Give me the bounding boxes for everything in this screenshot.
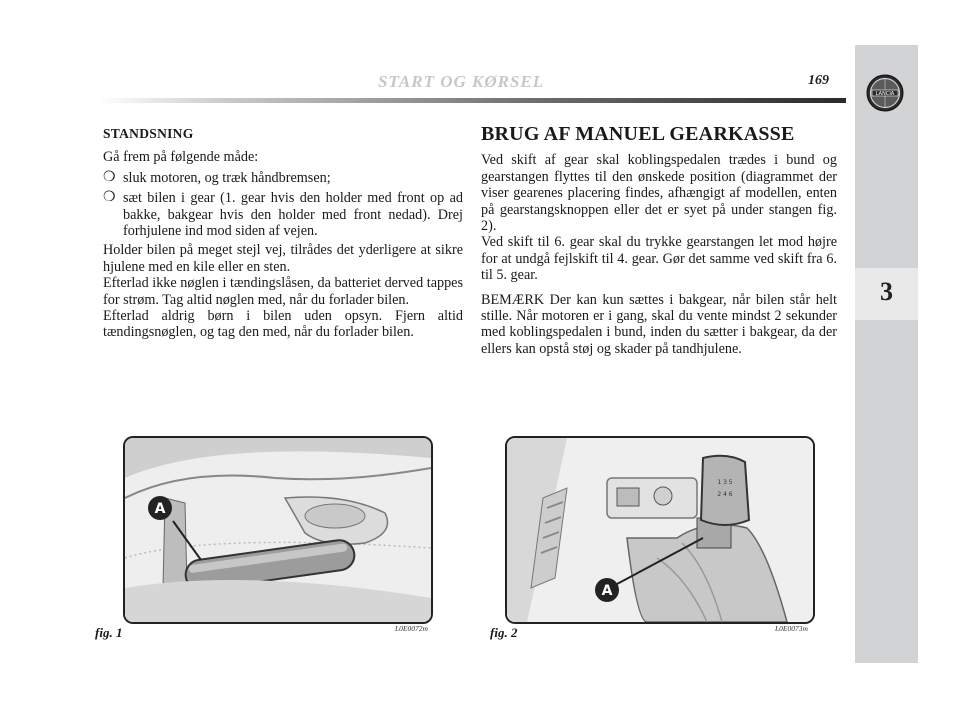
intro-text: Gå frem på følgende måde:	[103, 149, 259, 166]
bullet-text: sæt bilen i gear (1. gear hvis den holder med front op ad bakke, bakgear hvis den holder med front nedad). Drej forhjulene ind mod siden af vejen.	[123, 190, 463, 240]
list-item	[103, 170, 463, 186]
bullet-icon: ❍	[103, 190, 116, 206]
gearbox-heading: BRUG AF MANUEL GEARKASSE	[481, 123, 795, 145]
section-title: START OG KØRSEL	[378, 72, 545, 91]
right-column	[481, 123, 837, 357]
bullet-icon: ❍	[103, 169, 116, 185]
figure-handbrake	[123, 436, 433, 624]
chapter-sidebar	[855, 45, 918, 663]
svg-text:1 3 5: 1 3 5	[717, 479, 733, 486]
standsning-heading: STANDSNING	[103, 126, 194, 141]
callout-label: A	[154, 501, 166, 517]
logo-text: LANCIA	[875, 91, 895, 97]
list-item	[103, 190, 463, 239]
svg-text:2 4 6: 2 4 6	[717, 491, 733, 498]
paragraph: Efterlad ikke nøglen i tændingslåsen, da batteriet derved tappes for strøm. Tag altid nøglen med, når du forlader bilen.	[103, 275, 463, 308]
callout-label: A	[601, 583, 613, 599]
left-column	[103, 126, 463, 341]
figure-label: fig. 1	[95, 625, 123, 640]
paragraph: Ved skift af gear skal koblingspedalen trædes i bund og gearstangen flyttes til den ønskede position (diagrammet der viser gearenes placering findes, afhængigt af modellen, enten på gearstangsknoppen eller det er syet på under stangen fig. 2).	[481, 152, 837, 235]
gear-lever-illustration	[507, 438, 813, 622]
figure-code: L0E0073m	[775, 624, 808, 633]
paragraph: Holder bilen på meget stejl vej, tilrådes det yderligere at sikre hjulene med en kile eller en sten.	[103, 242, 463, 275]
lancia-logo-icon	[865, 73, 905, 113]
note-paragraph: BEMÆRK Der kan kun sættes i bakgear, når bilen står helt stille. Når motoren er i gang, skal du vente mindst 2 sekunder med koblingspedalen i bund, inden du sætter i bakgear, da der ellers kan opstå støj og skader på tandhjulene.	[481, 291, 837, 357]
page-number: 169	[808, 73, 829, 88]
handbrake-illustration	[125, 438, 431, 622]
paragraph: Efterlad aldrig børn i bilen uden opsyn. Fjern altid tændingsnøglen, og tag den med, når du forlader bilen.	[103, 308, 463, 341]
header-rule	[98, 98, 846, 103]
figure-code: L0E0072m	[395, 624, 428, 633]
figure-label: fig. 2	[490, 625, 518, 640]
chapter-number: 3	[880, 277, 893, 306]
figure-gear-lever	[505, 436, 815, 624]
paragraph: Ved skift til 6. gear skal du trykke gearstangen let mod højre for at undgå fejlskift til 4. gear. Gør det samme ved skift fra 6. til 5. gear.	[481, 234, 837, 284]
bullet-text: sluk motoren, og træk håndbremsen;	[123, 169, 331, 186]
